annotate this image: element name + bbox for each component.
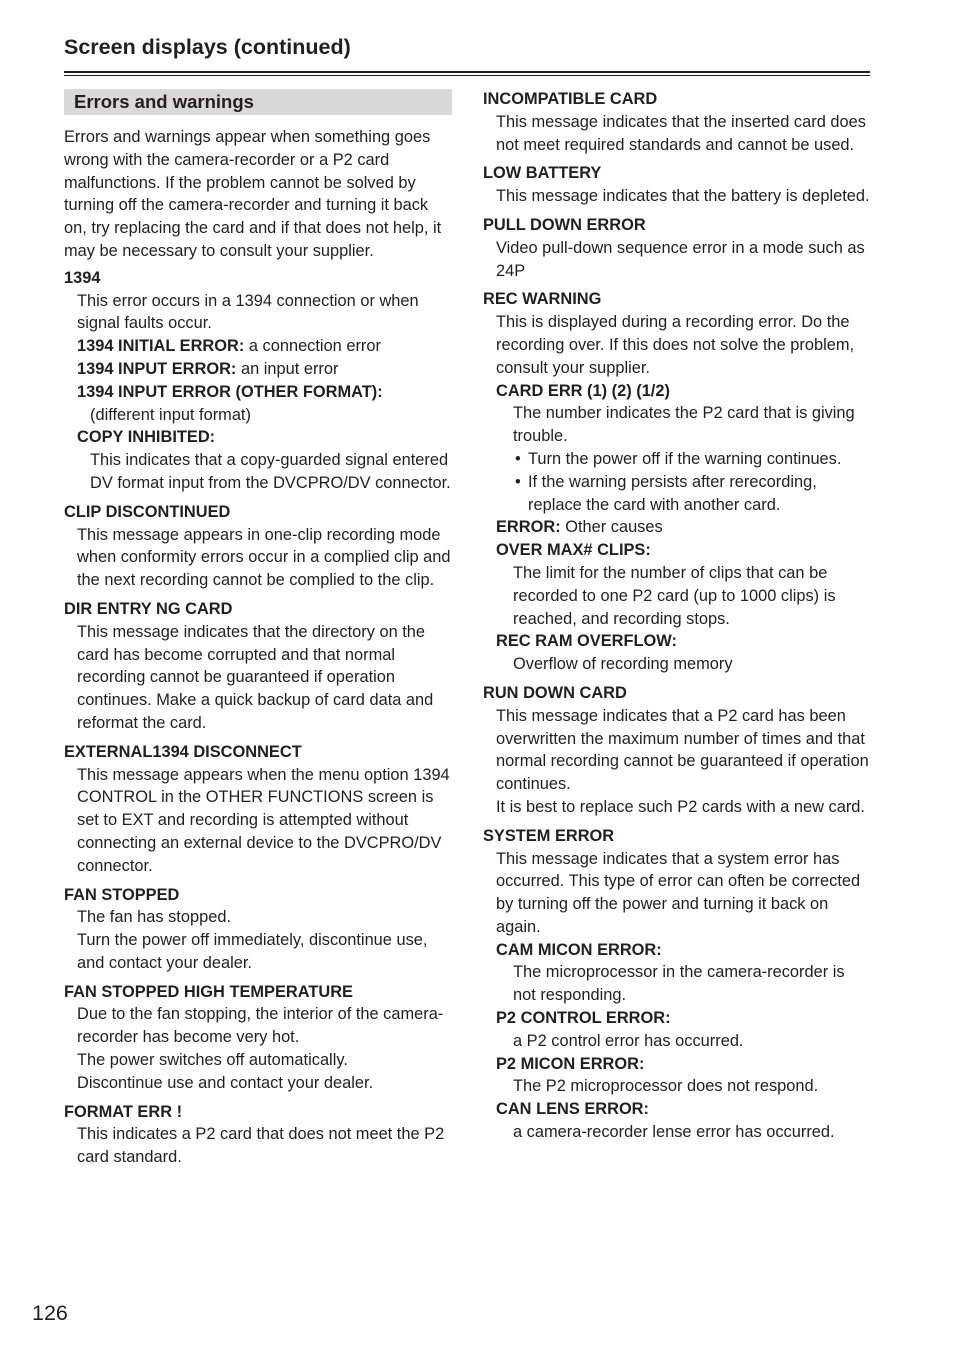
sub-entry-text: a P2 control error has occurred. [513,1031,744,1050]
sub-entry-label: CAM MICON ERROR: [496,940,662,959]
entry-low-battery [483,162,871,208]
sub-entry-text: The microprocessor in the camera-recorder is not responding. [513,963,845,1005]
right-column [483,88,871,1150]
entry-body-line: Turn the power off immediately, discontinue use, and contact your dealer. [77,931,428,972]
entry-fan-stopped-high-temperature [64,981,452,1095]
entry-title: INCOMPATIBLE CARD [483,90,658,108]
bullet-glyph: • [515,449,521,468]
entry-body: This message appears in one-clip recording mode when conformity errors occur in a complied clip and the next recording cannot be complied to the clip. [77,525,451,590]
bullet-text: If the warning persists after rerecording, replace the card with another card. [528,472,817,514]
entry-system-error [483,825,871,1144]
entry-clip-discontinued [64,501,452,592]
sub-entry-text: a camera-recorder lense error has occurred. [513,1123,835,1142]
sub-entry-label: CARD ERR (1) (2) (1/2) [496,381,670,400]
entry-body-line: This message indicates that a P2 card has been overwritten the maximum number of times and that normal recording cannot be guaranteed if operation continues. [496,706,869,794]
sub-entry-text: The number indicates the P2 card that is giving trouble. [513,404,855,446]
sub-entry-text: Other causes [560,518,663,537]
entry-title: REC WARNING [483,290,602,309]
sub-entry-label: 1394 INPUT ERROR: [77,359,237,378]
sub-entry-initial-error [64,335,452,358]
sub-entry-text: The limit for the number of clips that can be recorded to one P2 card (up to 1000 clips) is reached, and recording stops. [513,563,836,628]
entry-1394 [64,267,452,495]
page-title: Screen displays (continued) [64,35,351,59]
bullet-item [483,448,871,471]
sub-entry-label: 1394 INITIAL ERROR: [77,337,245,356]
entry-title: PULL DOWN ERROR [483,215,646,234]
entry-title: FAN STOPPED HIGH TEMPERATURE [64,982,353,1001]
entry-title: LOW BATTERY [483,164,602,183]
entry-body: This is displayed during a recording error. Do the recording over. If this does not solve the problem, consult your supplier. [496,313,855,377]
header-rule-thick [64,71,870,73]
entry-body: This message appears when the menu option 1394 CONTROL in the OTHER FUNCTIONS screen is set to EXT and recording is attempted without connecting an external device to the DVCPRO/DV connector. [77,765,450,875]
sub-entry-text: The P2 microprocessor does not respond. [513,1077,819,1096]
intro-paragraph: Errors and warnings appear when something goes wrong with the camera-recorder or a P2 card malfunctions. If the problem cannot be solved by turning off the camera-recorder and turning it back on, try replacing the card and if that does not help, it may be necessary to consult your supplier. [64,128,442,260]
sub-entry-label: OVER MAX# CLIPS: [496,541,651,560]
bullet-text: Turn the power off if the warning continues. [528,449,842,468]
sub-entry-label: REC RAM OVERFLOW: [496,632,677,651]
sub-entry-label: ERROR: [496,518,561,537]
entry-body: This message indicates that the directory on the card has become corrupted and that normal recording cannot be guaranteed if operation continues. Make a quick backup of card data and reformat the card. [77,622,434,732]
sub-entry-input-error [64,358,452,381]
entry-body: Video pull-down sequence error in a mode such as 24P [496,238,865,280]
sub-entry-label: P2 MICON ERROR: [496,1054,645,1073]
sub-entry-label: CAN LENS ERROR: [496,1100,649,1119]
sub-entry-text: (different input format) [90,405,251,424]
bullet-glyph: • [515,472,521,491]
entry-title: FAN STOPPED [64,885,180,904]
bullet-item [483,471,871,517]
entry-rec-warning [483,288,871,676]
entry-format-err [64,1101,452,1169]
header-rule-thin [64,75,870,76]
sub-entry-text: an input error [236,359,339,378]
entry-title: FORMAT ERR ! [64,1102,183,1121]
sub-entry-label: COPY INHIBITED: [77,428,216,447]
entry-title: CLIP DISCONTINUED [64,502,231,521]
left-column [64,88,452,1175]
sub-entry-label: 1394 INPUT ERROR (OTHER FORMAT): [77,382,383,401]
entry-body: This indicates a P2 card that does not meet the P2 card standard. [77,1125,445,1167]
sub-entry-text: Overflow of recording memory [513,655,733,674]
sub-entry-error [483,516,871,539]
entry-title: RUN DOWN CARD [483,683,627,702]
entry-body: This error occurs in a 1394 connection or when signal faults occur. [77,291,419,333]
entry-body-line: Discontinue use and contact your dealer. [77,1073,374,1092]
entry-pull-down-error [483,214,871,282]
entry-body: This message indicates that a system error has occurred. This type of error can often be corrected by turning off the power and turning it back on again. [496,849,861,936]
entry-body-line: Due to the fan stopping, the interior of the camera-recorder has become very hot. [77,1005,444,1047]
entry-body-line: The fan has stopped. [77,908,231,927]
entry-body-line: It is best to replace such P2 cards with a new card. [496,797,865,816]
entry-title: DIR ENTRY NG CARD [64,599,233,618]
entry-title: EXTERNAL1394 DISCONNECT [64,742,302,761]
entry-incompatible-card [483,88,871,156]
section-title: Errors and warnings [64,89,452,115]
sub-entry-text: a connection error [244,337,381,356]
sub-entry-label: P2 CONTROL ERROR: [496,1009,671,1028]
entry-body: This message indicates that the battery is depleted. [496,187,870,206]
entry-dir-entry-ng-card [64,598,452,735]
entry-fan-stopped [64,884,452,975]
entry-title: 1394 [64,268,101,287]
entry-title: SYSTEM ERROR [483,826,615,845]
entry-body: This message indicates that the inserted card does not meet required standards and cannot be used. [496,112,866,154]
entry-external1394-disconnect [64,741,452,878]
sub-entry-text: This indicates that a copy-guarded signal entered DV format input from the DVCPRO/DV connector. [90,451,451,492]
entry-body-line: The power switches off automatically. [77,1051,348,1070]
entry-run-down-card [483,682,871,819]
page-number: 126 [32,1301,68,1325]
